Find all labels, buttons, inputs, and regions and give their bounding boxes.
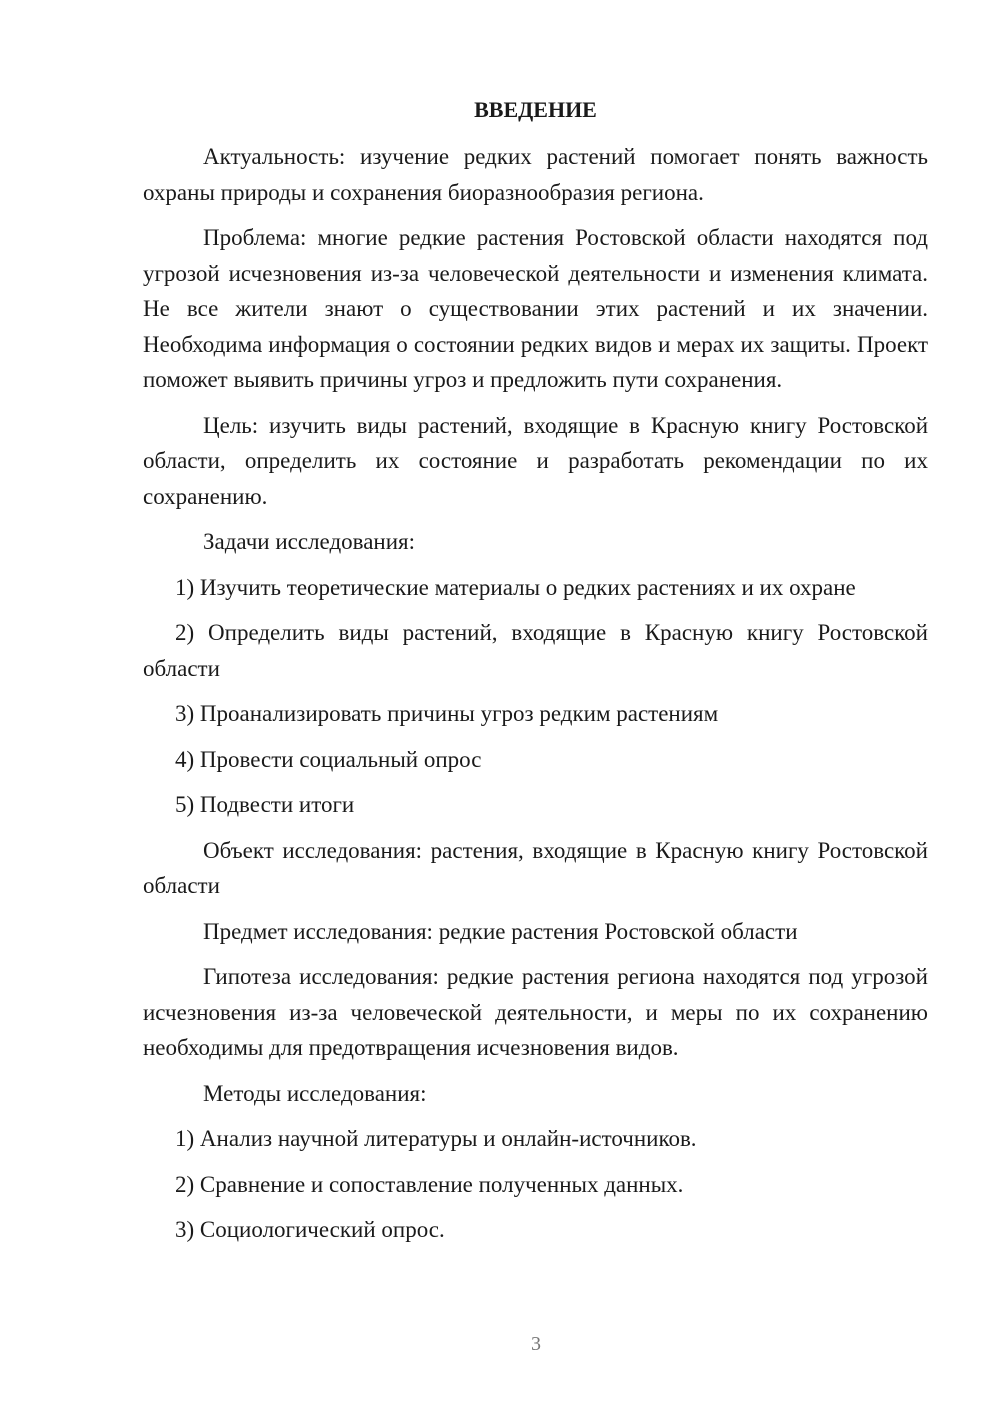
section-title: ВВЕДЕНИЕ	[474, 97, 597, 122]
document-page	[143, 92, 928, 1258]
task-item-5: 5) Подвести итоги	[175, 792, 355, 817]
task-item-2: 2) Определить виды растений, входящие в Красную книгу Ростовской области	[143, 620, 928, 681]
tasks-heading: Задачи исследования:	[203, 529, 416, 554]
task-item-1: 1) Изучить теоретические материалы о редких растениях и их охране	[175, 574, 856, 600]
method-item-3: 3) Социологический опрос.	[175, 1217, 445, 1242]
subject-paragraph: Предмет исследования: редкие растения Ростовской области	[203, 918, 798, 944]
method-item-1: 1) Анализ научной литературы и онлайн-источников.	[175, 1126, 697, 1151]
object-paragraph: Объект исследования: растения, входящие в Красную книгу Ростовской области	[143, 837, 928, 898]
task-item-4: 4) Провести социальный опрос	[175, 746, 482, 772]
goal-paragraph: Цель: изучить виды растений, входящие в Красную книгу Ростовской области, определить их состояние и разработать рекомендации по их сохранению.	[143, 412, 928, 509]
hypothesis-paragraph: Гипотеза исследования: редкие растения региона находятся под угрозой исчезновения из-за человеческой деятельности, и меры по их сохранению необходимы для предотвращения исчезновения видов.	[143, 964, 928, 1060]
methods-heading: Методы исследования:	[203, 1080, 427, 1106]
problem-paragraph: Проблема: многие редкие растения Ростовской области находятся под угрозой исчезновения из-за человеческой деятельности и изменения климата. Не все жители знают о существовании этих растений и их значении. Необходима информация о состоянии редких видов и мерах их защиты. Проект поможет выявить причины угроз и предложить пути сохранения.	[143, 225, 928, 392]
page-number: 3	[531, 1333, 541, 1355]
relevance-paragraph: Актуальность: изучение редких растений помогает понять важность охраны природы и сохранения биоразнообразия региона.	[143, 144, 928, 205]
task-item-3: 3) Проанализировать причины угроз редким растениям	[175, 701, 719, 726]
method-item-2: 2) Сравнение и сопоставление полученных данных.	[175, 1171, 684, 1197]
